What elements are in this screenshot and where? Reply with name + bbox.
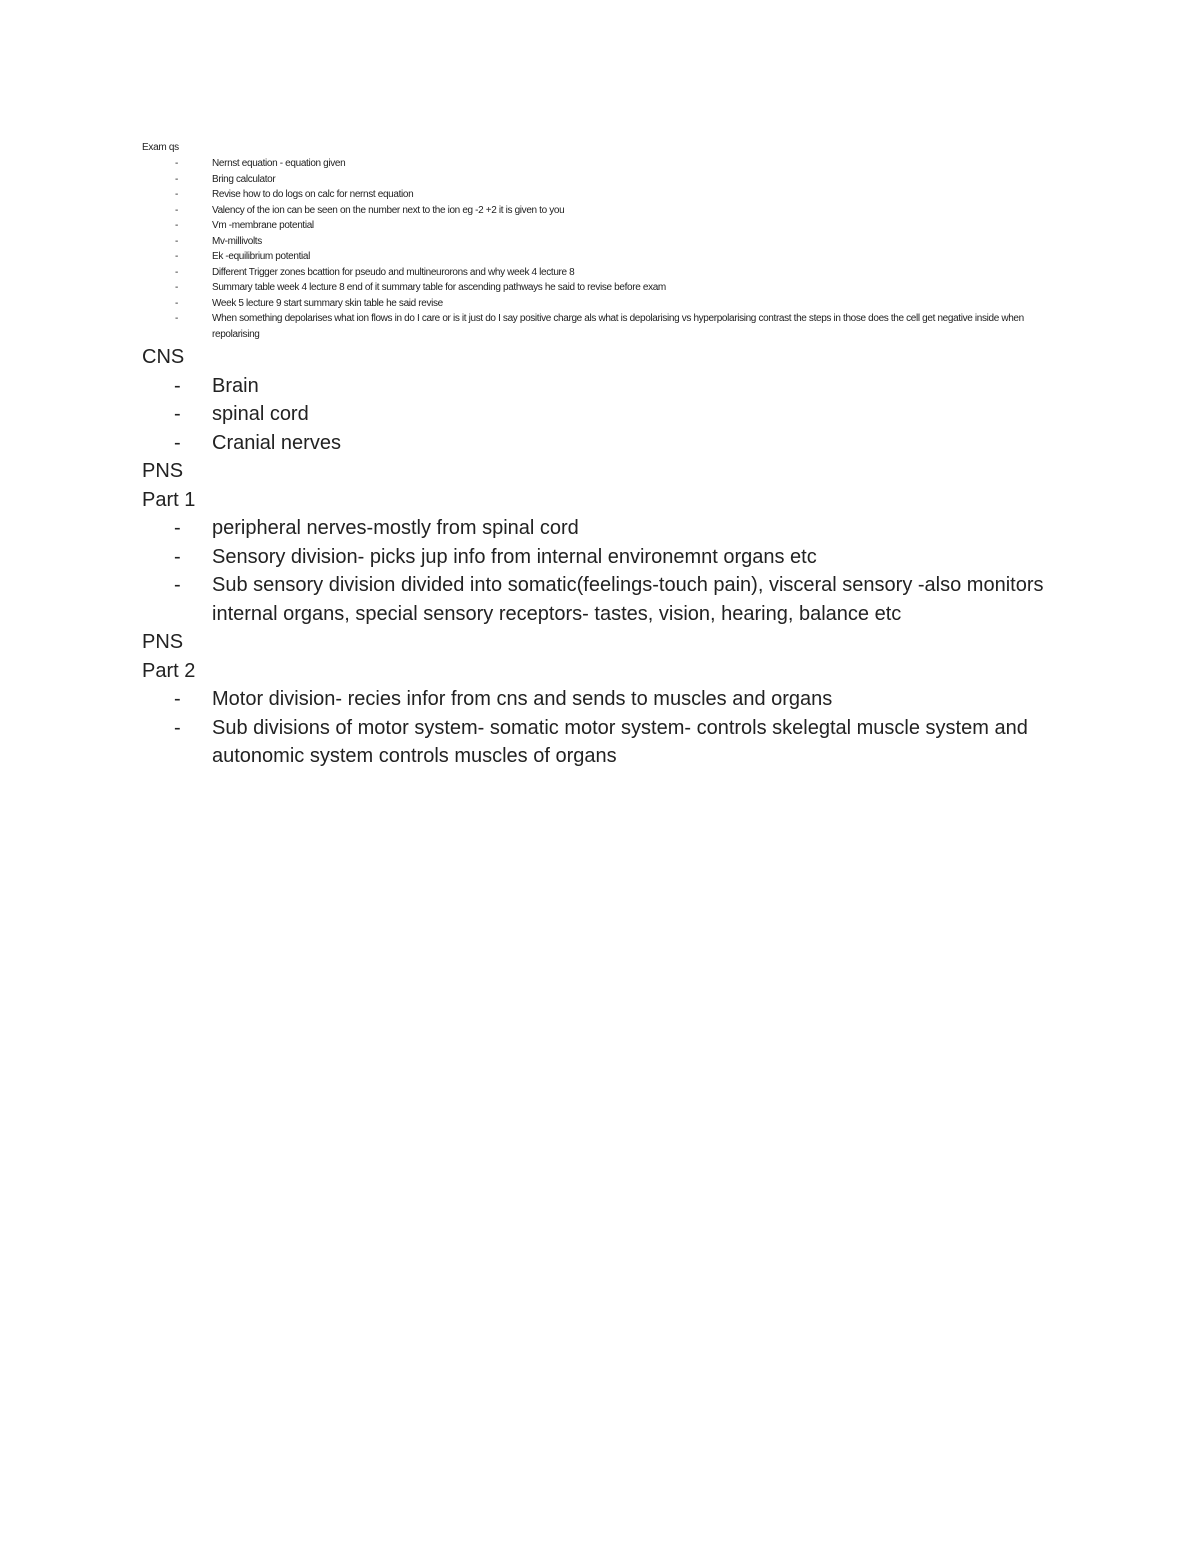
list-item-text: Sub sensory division divided into somatic(feelings-touch pain), visceral sensory -also monitors internal organs, special sensory receptors- tastes, vision, hearing, balance etc	[212, 574, 1044, 625]
list-item-text: Vm -membrane potential	[212, 220, 314, 231]
list-item-text: Different Trigger zones bcattion for pseudo and multineurorons and why week 4 lecture 8	[212, 266, 575, 278]
list-item-text: Ek -equilibrium potential	[212, 251, 310, 262]
pns-part2-list	[142, 685, 1062, 771]
document-content	[142, 141, 1062, 771]
list-item-text: Sensory division- picks jup info from internal environemnt organs etc	[212, 545, 817, 568]
list-item	[142, 514, 1062, 543]
list-item	[142, 234, 1062, 250]
list-item-text: Summary table week 4 lecture 8 end of it summary table for ascending pathways he said to revise before exam	[212, 282, 666, 293]
list-item-text: Week 5 lecture 9 start summary skin table he said revise	[212, 297, 443, 309]
bullet-dash: -	[175, 220, 178, 231]
list-item-text: peripheral nerves-mostly from spinal cord	[212, 517, 579, 539]
list-item-text: Sub divisions of motor system- somatic motor system- controls skelegtal muscle system and autonomic system controls muscles of organs	[212, 716, 1028, 767]
list-item	[142, 543, 1062, 572]
list-item-text: Motor division- recies infor from cns and sends to muscles and organs	[212, 688, 833, 710]
bullet-dash: -	[175, 282, 178, 293]
pns-part1-list	[142, 514, 1062, 628]
list-item	[142, 296, 1062, 312]
bullet-dash: -	[175, 266, 178, 278]
pns-part2-heading: PNS	[142, 631, 184, 653]
list-item-text: Revise how to do logs on calc for nernst equation	[212, 189, 414, 200]
pns-part2-subheading: Part 2	[142, 659, 196, 682]
list-item-text: Brain	[212, 374, 259, 397]
bullet-dash: -	[175, 251, 178, 262]
bullet-dash: -	[174, 517, 181, 539]
list-item	[142, 714, 1062, 771]
list-item	[142, 571, 1062, 628]
list-item-text: Mv-millivolts	[212, 235, 262, 247]
list-item	[142, 218, 1062, 234]
bullet-dash: -	[174, 545, 181, 568]
bullet-dash: -	[175, 204, 178, 216]
list-item	[142, 685, 1062, 714]
list-item	[142, 311, 1062, 342]
list-item-text: Bring calculator	[212, 173, 276, 185]
list-item	[142, 156, 1062, 172]
bullet-dash: -	[175, 313, 178, 324]
bullet-dash: -	[174, 374, 181, 397]
list-item-text: spinal cord	[212, 403, 309, 425]
bullet-dash: -	[175, 173, 178, 185]
list-item	[142, 372, 1062, 401]
list-item-text: Valency of the ion can be seen on the number next to the ion eg -2 +2 it is given to you	[212, 204, 565, 216]
bullet-dash: -	[175, 189, 178, 200]
bullet-dash: -	[175, 158, 178, 169]
bullet-dash: -	[174, 688, 181, 710]
bullet-dash: -	[174, 431, 181, 454]
list-item-text: Cranial nerves	[212, 431, 341, 454]
bullet-dash: -	[174, 574, 181, 596]
pns-part1-subheading: Part 1	[142, 488, 196, 511]
list-item	[142, 280, 1062, 296]
list-item	[142, 172, 1062, 188]
bullet-dash: -	[174, 403, 181, 425]
exam-list	[142, 156, 1062, 342]
list-item	[142, 400, 1062, 429]
cns-list	[142, 372, 1062, 458]
list-item	[142, 203, 1062, 219]
bullet-dash: -	[174, 716, 181, 739]
cns-heading: CNS	[142, 346, 185, 368]
list-item	[142, 187, 1062, 203]
exam-heading: Exam qs	[142, 142, 179, 153]
list-item	[142, 249, 1062, 265]
list-item	[142, 429, 1062, 458]
list-item-text: Nernst equation - equation given	[212, 158, 346, 169]
bullet-dash: -	[175, 235, 178, 247]
list-item	[142, 265, 1062, 281]
list-item-text: When something depolarises what ion flows in do I care or is it just do I say positive charge als what is depolarising vs hyperpolarising contrast the steps in those does the cell get negative inside when repolarising	[212, 313, 1024, 340]
pns-part1-heading: PNS	[142, 460, 184, 482]
bullet-dash: -	[175, 297, 178, 309]
